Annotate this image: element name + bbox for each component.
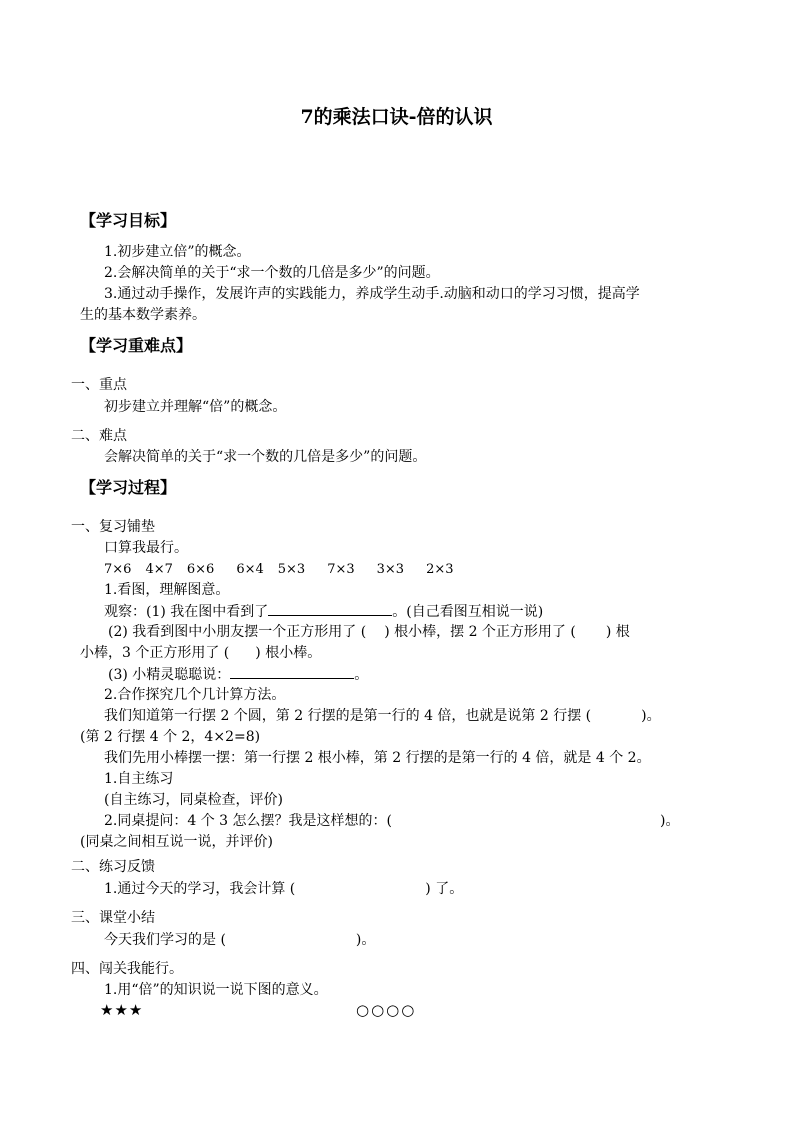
challenge-label: 四、闯关我能行。 <box>71 961 183 977</box>
calc-item: 6×4 <box>236 562 264 577</box>
desk-question-part-a: 2.同桌提问：4 个 3 怎么摆？我是这样想的：( <box>104 813 392 829</box>
self-practice-note: (自主练习，同桌检查，评价) <box>104 792 283 808</box>
explore-part-a: 我们知道第一行摆 2 个圆，第 2 行摆的是第一行的 4 倍，也就是说第 2 行摆 ( <box>104 708 592 724</box>
calc-row <box>104 560 454 580</box>
q2-part-b: ) 根小棒，摆 2 个正方形用了 ( <box>384 624 576 640</box>
calc-item: 7×3 <box>327 562 355 577</box>
focus-label: 一、重点 <box>71 377 127 393</box>
page-title: 7的乘法口诀-倍的认识 <box>300 106 493 128</box>
challenge-question-1: 1.用“倍”的知识说一说下图的意义。 <box>104 982 328 998</box>
observe-suffix: 。(自己看图互相说一说) <box>392 604 544 620</box>
calc-item: 7×6 <box>104 562 132 577</box>
q3-prefix: (3) 小精灵聪聪说： <box>108 667 231 683</box>
self-practice-title: 1.自主练习 <box>104 771 174 787</box>
calc-item: 4×7 <box>145 562 173 577</box>
summary-label: 三、课堂小结 <box>71 910 155 926</box>
feedback-part-b: ) 了。 <box>425 881 464 897</box>
q2-line <box>108 622 630 642</box>
calc-item: 5×3 <box>277 562 306 577</box>
feedback-label: 二、练习反馈 <box>71 859 155 875</box>
keypoints-heading: 【学习重难点】 <box>80 336 193 355</box>
summary-part-a: 今天我们学习的是 ( <box>104 932 226 948</box>
calc-item: 3×3 <box>376 562 405 577</box>
sticks-text: 我们先用小棒摆一摆：第一行摆 2 根小棒，第 2 行摆的是第一行的 4 倍，就是 4 个 2。 <box>104 750 651 766</box>
q2-line-2 <box>80 643 321 663</box>
observe-prefix: 观察：(1) 我在图中看到了 <box>104 604 269 620</box>
desk-question-line <box>104 811 679 831</box>
difficulty-text: 会解决简单的关于“求一个数的几倍是多少”的问题。 <box>104 449 427 465</box>
explore-title: 2.合作探究几个几计算方法。 <box>104 687 286 703</box>
look-title: 1.看图，理解图意。 <box>104 582 230 598</box>
stars-figure: ★★★ <box>100 1001 144 1019</box>
calc-item: 2×3 <box>426 562 454 577</box>
desk-question-line-2: (同桌之间相互说一说，并评价) <box>80 834 273 850</box>
desk-question-part-b: )。 <box>659 813 680 829</box>
goal-item-1: 1.初步建立倍”的概念。 <box>104 244 251 260</box>
q3-suffix: 。 <box>354 667 369 683</box>
goal-item-2: 2.会解决简单的关于“求一个数的几倍是多少”的问题。 <box>104 265 440 281</box>
q3-line <box>108 664 368 684</box>
observe-line <box>104 601 543 621</box>
feedback-part-a: 1.通过今天的学习，我会计算 ( <box>104 881 296 897</box>
summary-part-b: )。 <box>355 932 376 948</box>
summary-line <box>104 930 375 950</box>
q3-blank[interactable] <box>230 664 354 679</box>
circles-figure: ○○○○ <box>356 1001 417 1019</box>
calc-item: 6×6 <box>186 562 215 577</box>
q2-line2-part-a: 小棒，3 个正方形用了 ( <box>80 645 230 661</box>
q2-part-c: ) 根 <box>605 624 630 640</box>
goal-item-3-cont: 生的基本数学素养。 <box>80 307 206 323</box>
review-label: 一、复习铺垫 <box>71 519 155 535</box>
feedback-line <box>104 879 463 899</box>
focus-text: 初步建立并理解“倍”的概念。 <box>104 399 287 415</box>
goals-heading: 【学习目标】 <box>80 211 177 230</box>
explore-line-2: (第 2 行摆 4 个 2，4×2=8) <box>80 729 261 745</box>
observe-blank[interactable] <box>268 601 392 616</box>
process-heading: 【学习过程】 <box>80 478 177 497</box>
explore-part-b: )。 <box>641 708 661 724</box>
q2-line2-part-b: ) 根小棒。 <box>255 645 322 661</box>
explore-line <box>104 706 661 726</box>
goal-item-3: 3.通过动手操作，发展许声的实践能力，养成学生动手.动脑和动口的学习习惯，提高学 <box>104 286 640 302</box>
q2-part-a: (2) 我看到图中小朋友摆一个正方形用了 ( <box>108 624 367 640</box>
oral-calc-text: 口算我最行。 <box>104 540 188 556</box>
difficulty-label: 二、难点 <box>71 428 127 444</box>
